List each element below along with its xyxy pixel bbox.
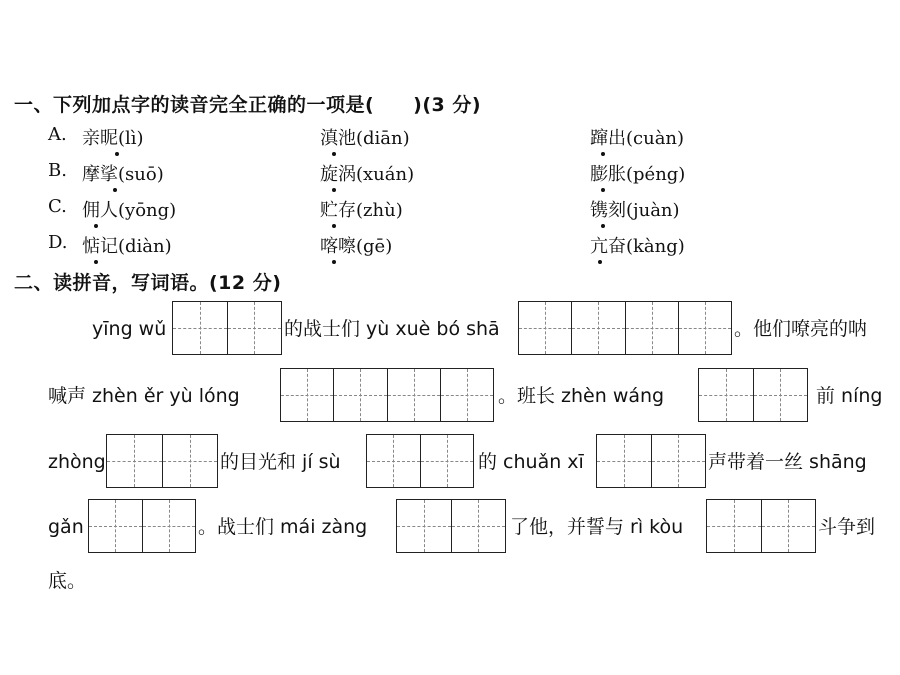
q2-line-1 bbox=[0, 300, 900, 358]
option-b-item-1: 摩挲(suō) bbox=[82, 164, 164, 185]
option-c-item-2: 贮存(zhù) bbox=[320, 200, 403, 221]
char-cell[interactable] bbox=[597, 435, 652, 487]
emphasis-dot bbox=[598, 260, 602, 264]
text-segment: 的目光和 jí sù bbox=[220, 451, 341, 473]
pinyin-yingwu: yīng wǔ bbox=[92, 318, 167, 340]
answer-box-zhenershulong[interactable] bbox=[280, 368, 494, 422]
emphasis-dot bbox=[113, 188, 117, 192]
answer-box-rikou[interactable] bbox=[706, 499, 816, 553]
emphasis-dot bbox=[332, 152, 336, 156]
q2-line-2 bbox=[0, 367, 900, 425]
char-cell[interactable] bbox=[143, 500, 196, 552]
answer-box-yuxuebosha[interactable] bbox=[518, 301, 732, 355]
question-1-title: 一、下列加点字的读音完全正确的一项是( )(3 分) bbox=[14, 94, 482, 116]
char-cell[interactable] bbox=[754, 369, 808, 421]
char-cell[interactable] bbox=[572, 302, 625, 354]
text-segment: 底。 bbox=[48, 570, 87, 592]
option-d-item-2: 喀嚓(gē) bbox=[320, 236, 393, 257]
option-c-letter: C. bbox=[48, 196, 67, 217]
text-segment: 斗争到 bbox=[818, 516, 876, 538]
text-segment: gǎn bbox=[48, 516, 84, 538]
option-a-item-1: 亲昵(lì) bbox=[82, 128, 144, 149]
emphasis-dot bbox=[94, 224, 98, 228]
char-cell[interactable] bbox=[334, 369, 387, 421]
answer-box-jisu[interactable] bbox=[366, 434, 474, 488]
answer-box-maizang[interactable] bbox=[396, 499, 506, 553]
char-cell[interactable] bbox=[89, 500, 143, 552]
answer-box-ningzhong[interactable] bbox=[106, 434, 218, 488]
char-cell[interactable] bbox=[367, 435, 421, 487]
char-cell[interactable] bbox=[228, 302, 282, 354]
text-segment: 声带着一丝 shāng bbox=[708, 451, 867, 473]
text-segment: zhòng bbox=[48, 451, 106, 473]
text-segment: 喊声 zhèn ěr yù lóng bbox=[48, 385, 240, 407]
emphasis-dot bbox=[332, 260, 336, 264]
text-segment: 。战士们 mái zàng bbox=[198, 516, 368, 538]
char-cell[interactable] bbox=[281, 369, 334, 421]
char-cell[interactable] bbox=[163, 435, 218, 487]
answer-box-yingwu[interactable] bbox=[172, 301, 282, 355]
option-d-letter: D. bbox=[48, 232, 68, 253]
char-cell[interactable] bbox=[397, 500, 452, 552]
char-cell[interactable] bbox=[626, 302, 679, 354]
char-cell[interactable] bbox=[421, 435, 474, 487]
option-b-item-3: 膨胀(péng) bbox=[590, 164, 686, 185]
char-cell[interactable] bbox=[679, 302, 731, 354]
char-cell[interactable] bbox=[452, 500, 506, 552]
option-d-item-3: 亢奋(kàng) bbox=[590, 236, 685, 257]
emphasis-dot bbox=[601, 224, 605, 228]
q2-line-4 bbox=[0, 498, 900, 556]
question-2-title: 二、读拼音，写词语。(12 分) bbox=[14, 272, 282, 294]
q2-line-3 bbox=[0, 433, 900, 491]
option-b-item-2: 旋涡(xuán) bbox=[320, 164, 415, 185]
text-segment: 前 níng bbox=[816, 385, 883, 407]
q2-line-5 bbox=[0, 552, 900, 610]
option-d-item-1: 惦记(diàn) bbox=[82, 236, 172, 257]
option-c-item-3: 镌刻(juàn) bbox=[590, 200, 680, 221]
emphasis-dot bbox=[601, 152, 605, 156]
text-segment: 的 chuǎn xī bbox=[478, 451, 584, 473]
char-cell[interactable] bbox=[173, 302, 228, 354]
char-cell[interactable] bbox=[652, 435, 706, 487]
option-a-item-2: 滇池(diān) bbox=[320, 128, 410, 149]
answer-box-shanggan[interactable] bbox=[88, 499, 196, 553]
emphasis-dot bbox=[115, 152, 119, 156]
option-a-item-3: 蹿出(cuàn) bbox=[590, 128, 685, 149]
char-cell[interactable] bbox=[519, 302, 572, 354]
emphasis-dot bbox=[94, 260, 98, 264]
emphasis-dot bbox=[601, 188, 605, 192]
char-cell[interactable] bbox=[441, 369, 493, 421]
char-cell[interactable] bbox=[388, 369, 441, 421]
char-cell[interactable] bbox=[107, 435, 163, 487]
option-b-letter: B. bbox=[48, 160, 67, 181]
text-segment: 。班长 zhèn wáng bbox=[498, 385, 665, 407]
option-a-letter: A. bbox=[48, 124, 67, 145]
answer-box-zhenwang[interactable] bbox=[698, 368, 808, 422]
option-c-item-1: 佣人(yōng) bbox=[82, 200, 177, 221]
text-segment: 。他们嘹亮的呐 bbox=[734, 318, 868, 340]
char-cell[interactable] bbox=[699, 369, 754, 421]
char-cell[interactable] bbox=[762, 500, 816, 552]
emphasis-dot bbox=[332, 224, 336, 228]
answer-box-chuanxi[interactable] bbox=[596, 434, 706, 488]
text-segment: 了他，并誓与 rì kòu bbox=[510, 516, 684, 538]
text-segment: 的战士们 yù xuè bó shā bbox=[284, 318, 500, 340]
char-cell[interactable] bbox=[707, 500, 762, 552]
emphasis-dot bbox=[332, 188, 336, 192]
